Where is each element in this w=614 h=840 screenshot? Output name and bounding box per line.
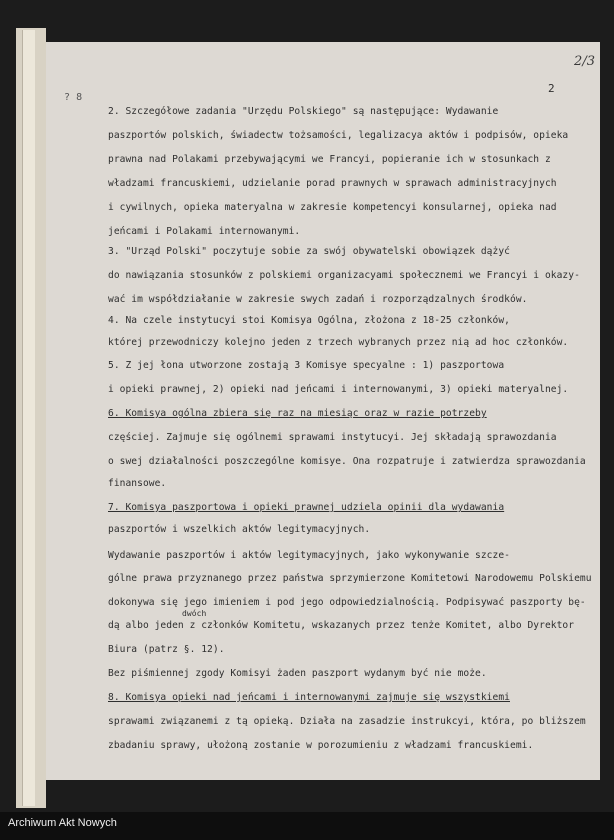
text-line: 5. Z jej łona utworzone zostają 3 Komisye specyalne : 1) paszportowa — [108, 360, 505, 371]
text-line: o swej działalności poszczególne komisye. Ona rozpatruje i zatwierdza sprawozdania — [108, 456, 586, 467]
text-line: dą albo jeden z członków Komitetu, wskazanych przez tenże Komitet, albo Dyrektor — [108, 620, 575, 631]
interlinear-insertion: dwóch — [182, 609, 207, 618]
text-line: Biura (patrz §. 12). — [108, 644, 225, 655]
text-line: 6. Komisya ogólna zbiera się raz na miesiąc oraz w razie potrzeby — [108, 408, 487, 419]
text-line: gólne prawa przyznanego przez państwa sprzymierzone Komitetowi Narodowemu Polskiemu — [108, 573, 592, 584]
text-line: której przewodniczy kolejno jeden z trzech wybranych przez nią ad hoc członków. — [108, 337, 569, 348]
text-line: dokonywa się jego imieniem i pod jego odpowiedzialnością. Podpisywać paszporty bę- — [108, 597, 586, 608]
text-line: i cywilnych, opieka materyalna w zakresie kompetencyi konsularnej, opieka nad — [108, 202, 557, 213]
text-line: paszportów i wszelkich aktów legitymacyjnych. — [108, 524, 371, 535]
text-line: 7. Komisya paszportowa i opieki prawnej udziela opinii dla wydawania — [108, 502, 505, 513]
text-line: sprawami związanemi z tą opieką. Działa na zasadzie instrukcyi, która, po bliższem — [108, 716, 586, 727]
text-line: finansowe. — [108, 478, 167, 489]
page-number: 2 — [548, 82, 555, 95]
binder-strip-inner — [22, 30, 35, 806]
archive-watermark: Archiwum Akt Nowych — [8, 817, 117, 829]
text-line: 3. "Urząd Polski" poczytuje sobie za swój obywatelski obowiązek dążyć — [108, 246, 510, 257]
text-line: częściej. Zajmuje się ogólnemi sprawami instytucyi. Jej składają sprawozdania — [108, 432, 557, 443]
text-line: i opieki prawnej, 2) opieki nad jeńcami i internowanymi, 3) opieki materyalnej. — [108, 384, 569, 395]
handwritten-note: 2/3 — [574, 54, 596, 69]
text-line: paszportów polskich, świadectw tożsamości, legalizacya aktów i podpisów, opieka — [108, 130, 569, 141]
text-line: 2. Szczegółowe zadania "Urzędu Polskiego" są następujące: Wydawanie — [108, 106, 499, 117]
text-line: jeńcami i Polakami internowanymi. — [108, 226, 301, 237]
text-line: Bez piśmiennej zgody Komisyi żaden paszport wydanym być nie może. — [108, 668, 487, 679]
text-line: 4. Na czele instytucyi stoi Komisya Ogólna, złożona z 18-25 członków, — [108, 315, 510, 326]
margin-mark: ? 8 — [64, 92, 83, 103]
text-line: władzami francuskiemi, udzielanie porad prawnych w sprawach administracyjnych — [108, 178, 557, 189]
document-page — [46, 42, 600, 780]
text-line: prawna nad Polakami przebywającymi we Francyi, popieranie ich w stosunkach z — [108, 154, 551, 165]
text-line: do nawiązania stosunków z polskiemi organizacyami społecznemi we Francyi i okazy- — [108, 270, 580, 281]
text-line: Wydawanie paszportów i aktów legitymacyjnych, jako wykonywanie szcze- — [108, 550, 510, 561]
text-line: wać im współdziałanie w zakresie swych zadań i rozporządzalnych środków. — [108, 294, 528, 305]
text-line: 8. Komisya opieki nad jeńcami i internowanymi zajmuje się wszystkiemi — [108, 692, 510, 703]
text-line: zbadaniu sprawy, ułożoną zostanie w porozumieniu z władzami francuskiemi. — [108, 740, 534, 751]
